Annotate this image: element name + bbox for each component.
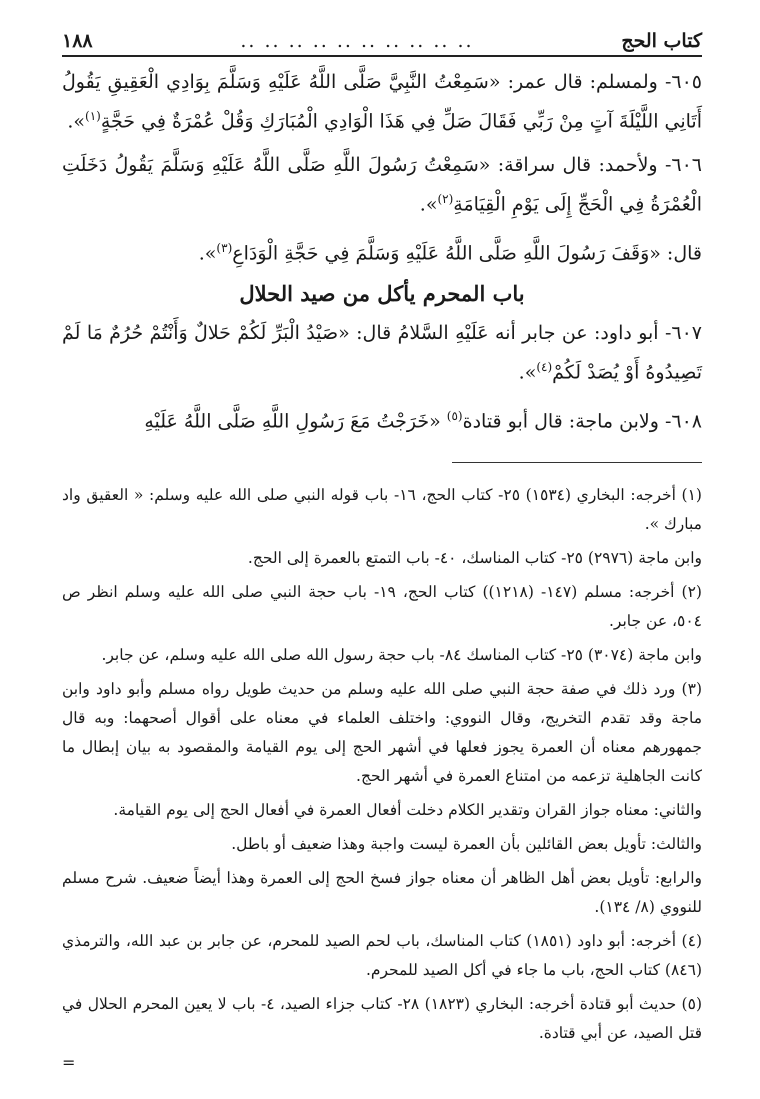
main-text (62, 65, 702, 439)
footnote-5: (٥) حديث أبو قتادة أخرجه: البخاري (١٨٢٣) ٢٨- كتاب جزاء الصيد، ٤- باب لا يعين المحرم الحلال في قتل الصيد، عن أبي قتادة. (62, 995, 702, 1043)
footnote-1-cont: وابن ماجة (٢٩٧٦) ٢٥- كتاب المناسك، ٤٠- باب التمتع بالعمرة إلى الحج. (247, 549, 702, 568)
hadith-607: ٦٠٧- أبو داود: عن جابر أنه عَلَيْهِ السَّلامُ قال: «صَيْدُ الْبَرِّ لَكُمْ حَلالٌ وَأَنْتُمْ حُرُمٌ مَا لَمْ تَصِيدُوهُ أَوْ يُصَدْ لَكُمْ$^{(٤)}$». (62, 321, 702, 384)
footnote-ref: (٢) (437, 192, 454, 207)
footnote-2-cont: وابن ماجة (٣٠٧٤) ٢٥- كتاب المناسك ٨٤- باب حجة رسول الله صلى الله عليه وسلم، عن جابر. (101, 646, 702, 665)
section-title: باب المحرم يأكل من صيد الحلال (239, 280, 525, 306)
footnote-3: (٣) ورد ذلك في صفة حجة النبي صلى الله عليه وسلم من حديث طويل رواه مسلم وأبو داود وابن ماجة وقد تقدم التخريج، وقال النووي: واختلف العلماء في معناه على أقوال أصحهما: وبه قال جمهورهم معناه أن العمرة يجوز فعلها في أشهر الحج إلى يوم القيامة والمقصود به بيان إبطال ما كانت الجاهلية تزعمه من امتناع العمرة في أشهر الحج. (62, 680, 702, 786)
footnote-ref: (٣) (216, 241, 233, 256)
continuation-mark: = (62, 1053, 76, 1073)
header-rule (62, 55, 702, 57)
footnote-ref: (٤) (536, 359, 553, 374)
page-number: ١٨٨ (62, 30, 93, 52)
footnote-3-second: والثاني: معناه جواز القران وتقدير الكلام دخلت أفعال العمرة في أفعال الحج إلى يوم القيامة. (113, 801, 702, 820)
chapter-title: كتاب الحج (621, 30, 702, 52)
hadith-605: ٦٠٥- ولمسلم: قال عمر: «سَمِعْتُ النَّبِيَّ صَلَّى اللَّهُ عَلَيْهِ وَسَلَّمَ بِوَادِي الْعَقِيقِ يَقُولُ أَتَانِي اللَّيْلَةَ آتٍ مِنْ رَبِّي فَقَالَ صَلِّ فِي هَذَا الْوَادِي الْمُبَارَكِ وَقُلْ عُمْرَةٌ فِي حَجَّةٍ$^{(١)}$». (62, 70, 702, 133)
footnotes (62, 481, 702, 1072)
footnote-3-fourth: والرابع: تأويل بعض أهل الظاهر أن معناه جواز فسخ الحج إلى العمرة وهذا أيضاً ضعيف. شرح مسلم للنووي (٨/ ١٣٤). (62, 869, 702, 917)
book-page (62, 30, 702, 1072)
footnote-3-third: والثالث: تأويل بعض القائلين بأن العمرة ليست واجبة وهذا ضعيف أو باطل. (231, 835, 702, 854)
footnote-1: (١) أخرجه: البخاري (١٥٣٤) ٢٥- كتاب الحج، ١٦- باب قوله النبي صلى الله عليه وسلم: « العقيق واد مبارك ». (62, 486, 702, 534)
footnote-ref: (١) (85, 108, 101, 123)
page-header (62, 30, 702, 53)
footnote-ref: (٥) (446, 409, 463, 424)
hadith-608: ٦٠٨- ولابن ماجة: قال أبو قتادة$^{(٥)}$ «خَرَجْتُ مَعَ رَسُولِ اللَّهِ صَلَّى اللَّهُ عَلَيْهِ (144, 409, 702, 433)
hadith-606-cont: قال: «وَقَفَ رَسُولَ اللَّهِ صَلَّى اللَّهُ عَلَيْهِ وَسَلَّمَ فِي حَجَّةِ الْوَدَاعِ$^{(٣)}$». (198, 241, 702, 265)
header-dots: .. .. .. .. .. .. .. .. .. .. (240, 30, 474, 52)
footnote-2: (٢) أخرجه: مسلم (١٤٧- (١٢١٨)) كتاب الحج، ١٩- باب حجة النبي صلى الله عليه وسلم انظر ص ٥٠٤، عن جابر. (62, 583, 702, 631)
footnote-separator (452, 462, 702, 463)
footnote-4: (٤) أخرجه: أبو داود (١٨٥١) كتاب المناسك، باب لحم الصيد للمحرم، عن جابر بن عبد الله، والترمذي (٨٤٦) كتاب الحج، باب ما جاء في أكل الصيد للمحرم. (62, 932, 702, 980)
hadith-606: ٦٠٦- ولأحمد: قال سراقة: «سَمِعْتُ رَسُولَ اللَّهِ صَلَّى اللَّهُ عَلَيْهِ وَسَلَّمَ يَقُولُ دَخَلَتِ الْعُمْرَةُ فِي الْحَجِّ إِلَى يَوْمِ الْقِيَامَةِ$^{(٢)}$». (62, 154, 702, 216)
